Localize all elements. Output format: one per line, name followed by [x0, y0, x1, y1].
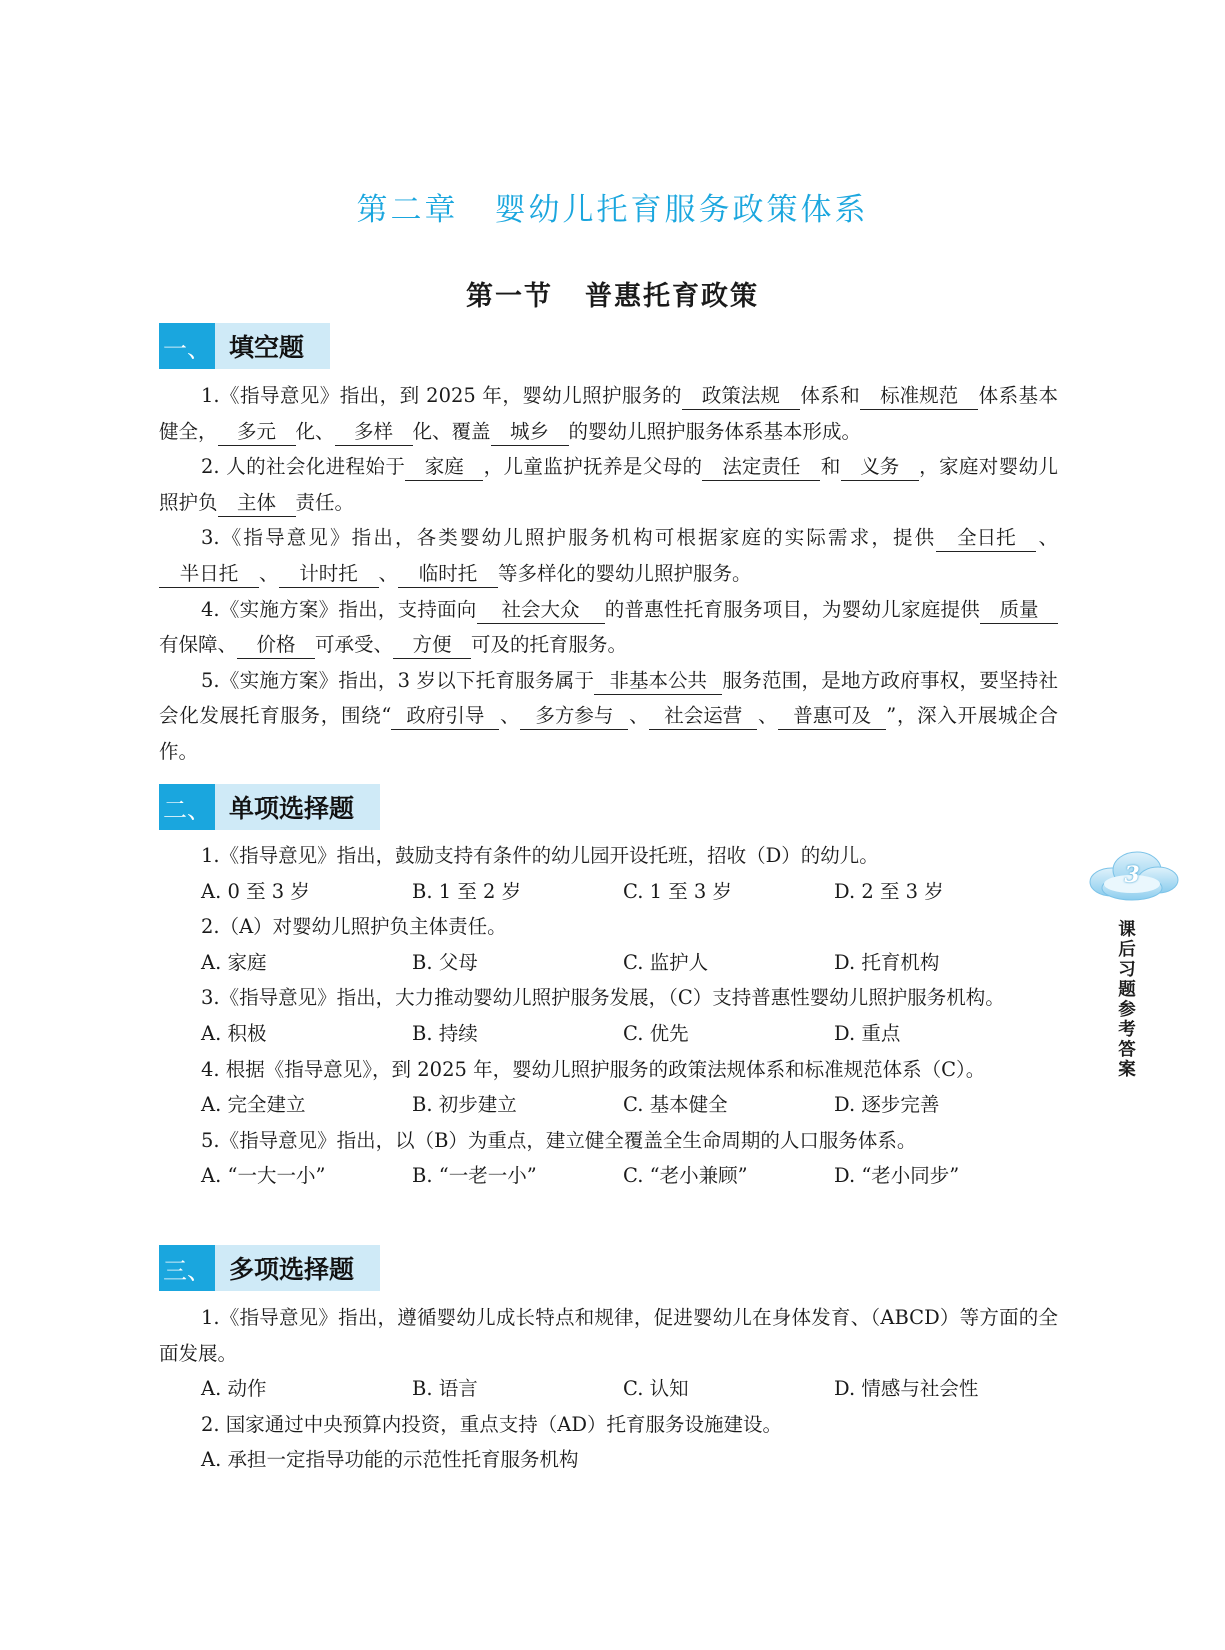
page-number: 3	[1124, 862, 1140, 888]
single-question-stem: 2.（A）对婴幼儿照护负主体责任。	[201, 915, 507, 939]
blank-answer: 社会运营	[649, 703, 757, 730]
single-heading-label: 单项选择题	[215, 784, 380, 830]
option: B. 1 至 2 岁	[412, 879, 522, 903]
option-row	[159, 874, 1058, 910]
option: D. 逐步完善	[834, 1093, 940, 1117]
fill-heading-number: 一、	[159, 323, 215, 369]
section-name: 普惠托育政策	[585, 281, 759, 312]
blank-answer: 临时托	[398, 561, 498, 588]
blank-answer: 非基本公共	[594, 668, 722, 695]
blank-answer: 标准规范	[860, 383, 978, 410]
section-title	[0, 274, 1225, 313]
option: A. 完全建立	[201, 1093, 306, 1117]
fill-question-4: 4.《实施方案》指出，支持面向 社会大众 的普惠性托育服务项目，为婴幼儿家庭提供 质量有保障、 价格 可承受、 方便 可及的托育服务。	[159, 592, 1058, 663]
option: B. 父母	[412, 950, 478, 974]
option-row	[159, 1158, 1058, 1194]
option-row	[159, 1087, 1058, 1123]
section-label: 第一节	[466, 281, 553, 312]
option: D. 情感与社会性	[834, 1377, 979, 1401]
option-row	[159, 945, 1058, 981]
option: A. 家庭	[201, 950, 267, 974]
option: C. 基本健全	[623, 1093, 728, 1117]
option-row	[159, 1016, 1058, 1052]
fill-questions	[159, 378, 1058, 770]
multi-questions	[159, 1300, 1058, 1478]
option: D. 2 至 3 岁	[834, 879, 944, 903]
side-tab	[1082, 840, 1182, 1080]
blank-answer: 方便	[393, 632, 471, 659]
blank-answer: 主体	[218, 490, 296, 517]
blank-answer: 半日托	[159, 561, 259, 588]
blank-answer: 义务	[841, 454, 919, 481]
blank-answer: 城乡	[491, 419, 569, 446]
single-heading	[159, 784, 380, 830]
fill-question-2: 2. 人的社会化进程始于 家庭 ，儿童监护抚养是父母的 法定责任 和 义务 ，家庭对婴幼儿照护负 主体 责任。	[159, 449, 1058, 520]
option: A. 积极	[201, 1021, 267, 1045]
blank-answer: 多方参与	[520, 703, 628, 730]
single-questions	[159, 838, 1058, 1194]
single-heading-number: 二、	[159, 784, 215, 830]
single-question-stem: 1.《指导意见》指出，鼓励支持有条件的幼儿园开设托班，招收（D）的幼儿。	[201, 844, 879, 867]
fill-heading-label: 填空题	[215, 323, 330, 369]
option: A. 动作	[201, 1377, 267, 1401]
chapter-name: 婴幼儿托育服务政策体系	[494, 192, 869, 228]
option: D. “老小同步”	[834, 1164, 960, 1188]
blank-answer: 社会大众	[477, 597, 605, 624]
single-question-stem: 3.《指导意见》指出，大力推动婴幼儿照护服务发展，（C）支持普惠性婴幼儿照护服务机构。	[201, 986, 1005, 1010]
option: B. 持续	[412, 1021, 478, 1045]
fill-question-1: 1.《指导意见》指出，到 2025 年，婴幼儿照护服务的 政策法规 体系和 标准规范 体系基本健全， 多元 化、 多样 化、覆盖 城乡 的婴幼儿照护服务体系基本形成。	[159, 378, 1058, 449]
blank-answer: 多元	[218, 419, 296, 446]
option: A. “一大一小”	[201, 1164, 326, 1188]
multi-heading-label: 多项选择题	[215, 1245, 380, 1291]
blank-answer: 普惠可及	[778, 703, 886, 730]
single-question-stem: 5.《指导意见》指出，以（B）为重点，建立健全覆盖全生命周期的人口服务体系。	[201, 1128, 917, 1152]
option: D. 托育机构	[834, 950, 940, 974]
blank-answer: 计时托	[279, 561, 379, 588]
fill-question-5: 5.《实施方案》指出，3 岁以下托育服务属于 非基本公共 服务范围，是地方政府事权，要坚持社会化发展托育服务，围绕“ 政府引导 、 多方参与 、 社会运营 、 普惠可及 ”，深入开展城企合作。	[159, 668, 1058, 763]
side-label: 课后习题参考答案	[1118, 920, 1136, 1080]
option: B. 初步建立	[412, 1093, 517, 1117]
option: B. 语言	[412, 1377, 478, 1401]
blank-answer: 法定责任	[702, 454, 820, 481]
blank-answer: 质量	[980, 597, 1058, 624]
option: A. 0 至 3 岁	[201, 879, 310, 903]
blank-answer: 多样	[335, 419, 413, 446]
option: C. 认知	[623, 1377, 689, 1401]
option: B. “一老一小”	[412, 1164, 537, 1188]
multi-question-stem: 1.《指导意见》指出，遵循婴幼儿成长特点和规律，促进婴幼儿在身体发育、（ABCD）等方面的全面发展。	[159, 1306, 1058, 1365]
blank-answer: 价格	[237, 632, 315, 659]
option: A. 承担一定指导功能的示范性托育服务机构	[201, 1448, 579, 1472]
blank-answer: 政策法规	[682, 383, 800, 410]
option-row	[159, 1442, 1058, 1478]
blank-answer: 家庭	[405, 454, 483, 481]
chapter-title	[0, 184, 1225, 229]
option: C. “老小兼顾”	[623, 1164, 748, 1188]
fill-heading	[159, 323, 330, 369]
option: C. 1 至 3 岁	[623, 879, 733, 903]
multi-heading-number: 三、	[159, 1245, 215, 1291]
option: C. 监护人	[623, 950, 709, 974]
blank-answer: 全日托	[936, 525, 1036, 552]
single-question-stem: 4. 根据《指导意见》，到 2025 年，婴幼儿照护服务的政策法规体系和标准规范体系（C）。	[201, 1057, 986, 1081]
blank-answer: 政府引导	[391, 703, 499, 730]
multi-heading	[159, 1245, 380, 1291]
option: D. 重点	[834, 1021, 901, 1045]
option-row	[159, 1371, 1058, 1407]
multi-question-stem: 2. 国家通过中央预算内投资，重点支持（AD）托育服务设施建设。	[201, 1412, 783, 1436]
chapter-label: 第二章	[356, 192, 459, 228]
fill-question-3: 3.《指导意见》指出，各类婴幼儿照护服务机构可根据家庭的实际需求，提供 全日托 、半日托 、 计时托 、 临时托 等多样化的婴幼儿照护服务。	[159, 520, 1058, 591]
option: C. 优先	[623, 1021, 689, 1045]
